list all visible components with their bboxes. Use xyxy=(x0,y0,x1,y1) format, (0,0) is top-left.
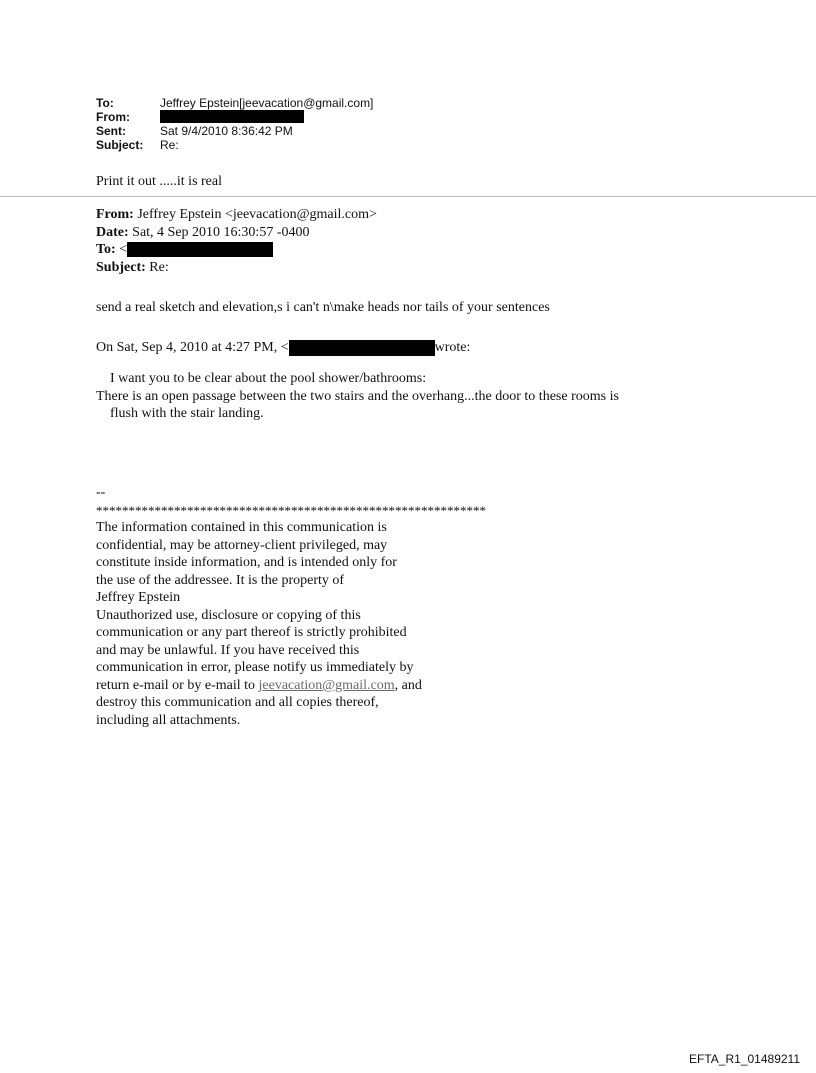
quoted-message: send a real sketch and elevation,s i can't n\make heads nor tails of your sentences xyxy=(96,300,550,315)
disclaimer-line: confidential, may be attorney-client privileged, may xyxy=(96,537,388,553)
signature-stars: ************************************************************ xyxy=(96,502,486,518)
quoted-subject-value: Re: xyxy=(145,259,169,275)
inner-quote xyxy=(96,370,619,423)
wrote-prefix: On Sat, Sep 4, 2010 at 4:27 PM, < xyxy=(96,340,289,355)
signature-dashes: -- xyxy=(96,485,106,500)
to-label: To: xyxy=(96,96,114,110)
from-label: From: xyxy=(96,110,130,124)
return-suffix: , and xyxy=(394,677,422,693)
disclaimer-line: the use of the addressee. It is the property of xyxy=(96,572,345,588)
quoted-date-value: Sat, 4 Sep 2010 16:30:57 -0400 xyxy=(128,224,310,240)
quoted-to-line xyxy=(96,241,377,259)
quoted-header xyxy=(96,206,377,276)
disclaimer-line: Unauthorized use, disclosure or copying of this xyxy=(96,607,361,623)
disclaimer-line: The information contained in this communication is xyxy=(96,520,387,535)
quoted-subject-line xyxy=(96,259,377,277)
disclaimer-line: destroy this communication and all copies thereof, xyxy=(96,695,379,710)
quoted-date-label: Date: xyxy=(96,224,129,240)
header-to-row xyxy=(96,96,373,110)
quoted-to-label: To: xyxy=(96,242,116,257)
redaction-box xyxy=(160,110,304,123)
quoted-from-label: From: xyxy=(96,207,134,222)
quoted-to-value: < xyxy=(115,242,128,257)
disclaimer-line: and may be unlawful. If you have received this xyxy=(96,642,360,658)
to-value: Jeffrey Epstein[jeevacation@gmail.com] xyxy=(160,96,374,110)
disclaimer xyxy=(96,484,486,729)
return-prefix: return e-mail or by e-mail to xyxy=(96,677,259,693)
quoted-date-line xyxy=(96,224,377,242)
quoted-subject-label: Subject: xyxy=(96,259,146,275)
email-link[interactable]: jeevacation@gmail.com xyxy=(258,677,395,693)
redaction-box xyxy=(289,340,435,356)
reply-text: Print it out .....it is real xyxy=(96,174,222,189)
disclaimer-line: communication in error, please notify us immediately by xyxy=(96,660,414,675)
header-from-row xyxy=(96,110,373,124)
wrote-suffix: wrote: xyxy=(434,340,471,355)
disclaimer-line: constitute inside information, and is intended only for xyxy=(96,555,397,570)
sent-label: Sent: xyxy=(96,124,126,138)
quoted-from-value: Jeffrey Epstein <jeevacation@gmail.com> xyxy=(133,207,377,222)
inner-line: flush with the stair landing. xyxy=(110,406,264,421)
header-sent-row xyxy=(96,124,373,138)
redaction-box xyxy=(127,242,273,257)
subject-value: Re: xyxy=(160,138,179,152)
inner-line: There is an open passage between the two stairs and the overhang...the door to these rooms is xyxy=(96,388,619,404)
disclaimer-line: communication or any part thereof is strictly prohibited xyxy=(96,625,407,640)
disclaimer-line: including all attachments. xyxy=(96,712,241,728)
quoted-from-line xyxy=(96,206,377,224)
subject-label: Subject: xyxy=(96,138,144,152)
document-id: EFTA_R1_01489211 xyxy=(689,1052,800,1066)
disclaimer-return-line xyxy=(96,677,486,695)
disclaimer-line: Jeffrey Epstein xyxy=(96,590,181,605)
sent-value: Sat 9/4/2010 8:36:42 PM xyxy=(160,124,293,138)
inner-line: I want you to be clear about the pool shower/bathrooms: xyxy=(110,371,427,386)
divider xyxy=(0,196,816,197)
email-header xyxy=(96,96,373,152)
wrote-line xyxy=(96,340,470,356)
header-subject-row xyxy=(96,138,373,152)
